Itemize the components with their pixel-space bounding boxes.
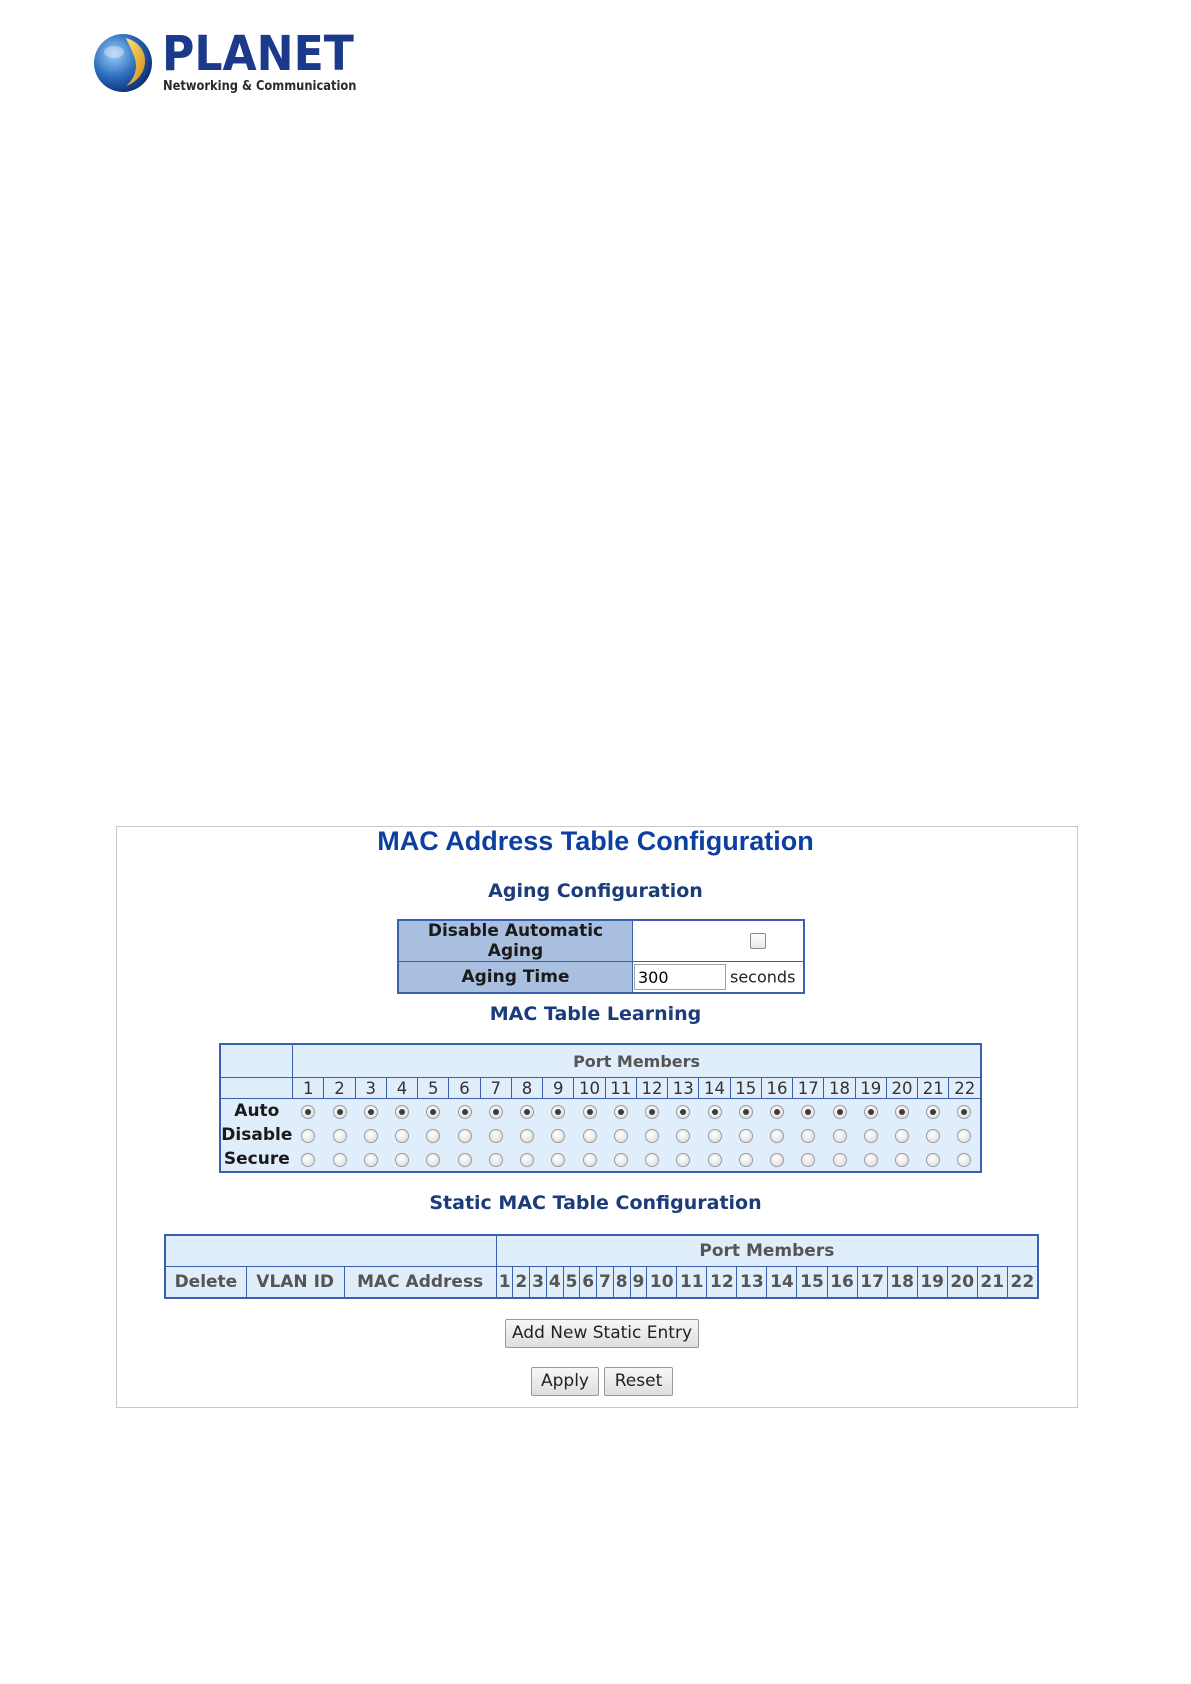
- learning-radio-cell: [636, 1123, 667, 1147]
- column-delete: Delete: [165, 1267, 246, 1299]
- learning-radio-cell: [855, 1123, 886, 1147]
- learning-port-header: 19: [855, 1078, 886, 1099]
- learning-radio-cell: [449, 1123, 480, 1147]
- static-port-members-header: Port Members: [496, 1235, 1038, 1267]
- learning-radio-cell: [386, 1099, 417, 1124]
- learning-radio-cell: [824, 1123, 855, 1147]
- learning-radio-cell: [574, 1123, 605, 1147]
- learning-mode-radio[interactable]: [801, 1129, 815, 1143]
- learning-port-header: 2: [324, 1078, 355, 1099]
- learning-mode-radio[interactable]: [895, 1105, 909, 1119]
- learning-port-header: 22: [949, 1078, 981, 1099]
- planet-logo: [92, 26, 357, 100]
- learning-mode-radio[interactable]: [864, 1105, 878, 1119]
- learning-port-header: 18: [824, 1078, 855, 1099]
- learning-mode-radio[interactable]: [364, 1105, 378, 1119]
- learning-port-header: 17: [793, 1078, 824, 1099]
- static-port-header: 13: [737, 1267, 767, 1299]
- brand-name: PLANET: [162, 26, 354, 82]
- learning-port-header: 4: [386, 1078, 417, 1099]
- learning-radio-cell: [918, 1099, 949, 1124]
- aging-time-cell: [633, 962, 805, 994]
- learning-mode-radio[interactable]: [301, 1153, 315, 1167]
- learning-mode-radio[interactable]: [333, 1129, 347, 1143]
- learning-mode-radio[interactable]: [645, 1153, 659, 1167]
- learning-corner-2: [220, 1078, 293, 1099]
- learning-mode-radio[interactable]: [551, 1105, 565, 1119]
- static-port-header: 16: [827, 1267, 857, 1299]
- learning-port-header: 11: [605, 1078, 636, 1099]
- static-port-header: 1: [496, 1267, 513, 1299]
- disable-aging-cell: [633, 920, 805, 962]
- add-static-entry-button[interactable]: Add New Static Entry: [505, 1319, 699, 1348]
- learning-mode-radio[interactable]: [926, 1105, 940, 1119]
- learning-mode-radio[interactable]: [739, 1153, 753, 1167]
- learning-mode-radio[interactable]: [739, 1129, 753, 1143]
- learning-mode-radio[interactable]: [957, 1105, 971, 1119]
- column-vlan-id: VLAN ID: [246, 1267, 344, 1299]
- static-port-header: 7: [597, 1267, 614, 1299]
- reset-button[interactable]: Reset: [604, 1367, 673, 1396]
- learning-mode-radio[interactable]: [520, 1153, 534, 1167]
- learning-radio-cell: [793, 1123, 824, 1147]
- learning-mode-radio[interactable]: [395, 1153, 409, 1167]
- learning-radio-cell: [480, 1123, 511, 1147]
- learning-radio-cell: [668, 1147, 699, 1172]
- learning-mode-radio[interactable]: [551, 1129, 565, 1143]
- apply-button[interactable]: Apply: [531, 1367, 599, 1396]
- learning-radio-cell: [699, 1099, 730, 1124]
- learning-mode-radio[interactable]: [333, 1105, 347, 1119]
- learning-radio-cell: [886, 1099, 917, 1124]
- static-port-header: 22: [1007, 1267, 1038, 1299]
- disable-aging-checkbox[interactable]: [750, 933, 766, 949]
- learning-port-header: 5: [418, 1078, 449, 1099]
- learning-port-header: 3: [355, 1078, 386, 1099]
- learning-port-members-header: Port Members: [293, 1044, 981, 1078]
- learning-radio-cell: [605, 1099, 636, 1124]
- static-port-header: 21: [977, 1267, 1007, 1299]
- learning-radio-cell: [824, 1099, 855, 1124]
- learning-port-header: 13: [668, 1078, 699, 1099]
- static-port-header: 4: [546, 1267, 563, 1299]
- aging-time-label: Aging Time: [398, 962, 633, 994]
- learning-radio-cell: [949, 1099, 981, 1124]
- learning-radio-cell: [605, 1123, 636, 1147]
- learning-radio-cell: [699, 1123, 730, 1147]
- learning-mode-radio[interactable]: [583, 1129, 597, 1143]
- learning-radio-cell: [605, 1147, 636, 1172]
- static-port-header: 8: [613, 1267, 630, 1299]
- learning-radio-cell: [293, 1147, 324, 1172]
- learning-mode-row: [220, 1099, 981, 1124]
- learning-radio-cell: [449, 1099, 480, 1124]
- learning-mode-radio[interactable]: [395, 1129, 409, 1143]
- learning-mode-radio[interactable]: [520, 1105, 534, 1119]
- learning-radio-cell: [886, 1123, 917, 1147]
- learning-mode-radio[interactable]: [614, 1153, 628, 1167]
- learning-mode-radio[interactable]: [676, 1105, 690, 1119]
- static-port-header: 9: [630, 1267, 647, 1299]
- learning-mode-radio[interactable]: [676, 1153, 690, 1167]
- learning-radio-cell: [511, 1099, 542, 1124]
- static-section-title: Static MAC Table Configuration: [429, 1192, 762, 1214]
- learning-mode-row: [220, 1123, 981, 1147]
- learning-port-header: 15: [730, 1078, 761, 1099]
- learning-radio-cell: [418, 1147, 449, 1172]
- learning-radio-cell: [761, 1099, 792, 1124]
- learning-port-header: 8: [511, 1078, 542, 1099]
- learning-mode-radio[interactable]: [395, 1105, 409, 1119]
- learning-port-header: 16: [761, 1078, 792, 1099]
- learning-mode-radio[interactable]: [770, 1129, 784, 1143]
- learning-port-header: 1: [293, 1078, 324, 1099]
- learning-section-title: MAC Table Learning: [489, 1003, 702, 1025]
- learning-radio-cell: [918, 1123, 949, 1147]
- page-title: MAC Address Table Configuration: [377, 826, 814, 856]
- learning-mode-radio[interactable]: [801, 1105, 815, 1119]
- static-port-header: 5: [563, 1267, 580, 1299]
- learning-radio-cell: [886, 1147, 917, 1172]
- learning-radio-cell: [324, 1147, 355, 1172]
- learning-radio-cell: [324, 1123, 355, 1147]
- learning-radio-cell: [855, 1099, 886, 1124]
- globe-logo-icon: [92, 32, 154, 94]
- learning-mode-radio[interactable]: [583, 1105, 597, 1119]
- learning-mode-row: [220, 1147, 981, 1172]
- learning-mode-radio[interactable]: [301, 1129, 315, 1143]
- learning-mode-radio[interactable]: [364, 1129, 378, 1143]
- learning-mode-radio[interactable]: [333, 1153, 347, 1167]
- static-port-header: 11: [677, 1267, 707, 1299]
- learning-mode-radio[interactable]: [489, 1105, 503, 1119]
- static-port-header: 3: [530, 1267, 547, 1299]
- learning-radio-cell: [324, 1099, 355, 1124]
- learning-mode-radio[interactable]: [364, 1153, 378, 1167]
- learning-mode-radio[interactable]: [833, 1105, 847, 1119]
- learning-radio-cell: [855, 1147, 886, 1172]
- learning-radio-cell: [511, 1123, 542, 1147]
- learning-mode-radio[interactable]: [676, 1129, 690, 1143]
- learning-mode-radio[interactable]: [426, 1105, 440, 1119]
- static-port-header: 14: [767, 1267, 797, 1299]
- learning-mode-label: Secure: [220, 1147, 293, 1172]
- learning-mode-radio[interactable]: [708, 1105, 722, 1119]
- static-port-header: 2: [513, 1267, 530, 1299]
- learning-mode-radio[interactable]: [614, 1105, 628, 1119]
- learning-mode-label: Disable: [221, 1125, 293, 1145]
- static-mac-table: [164, 1234, 1039, 1299]
- learning-port-header: 6: [449, 1078, 480, 1099]
- learning-mode-radio[interactable]: [895, 1153, 909, 1167]
- learning-radio-cell: [543, 1099, 574, 1124]
- learning-mode-label: Auto: [220, 1099, 293, 1124]
- learning-mode-radio[interactable]: [864, 1153, 878, 1167]
- learning-radio-cell: [949, 1147, 981, 1172]
- learning-mode-radio[interactable]: [301, 1105, 315, 1119]
- learning-mode-radio[interactable]: [833, 1153, 847, 1167]
- learning-mode-radio[interactable]: [801, 1153, 815, 1167]
- static-port-header: 10: [647, 1267, 677, 1299]
- learning-mode-radio[interactable]: [957, 1129, 971, 1143]
- learning-port-header: 7: [480, 1078, 511, 1099]
- learning-port-header: 9: [543, 1078, 574, 1099]
- learning-radio-cell: [730, 1147, 761, 1172]
- static-port-header: 12: [707, 1267, 737, 1299]
- aging-time-unit: seconds: [730, 967, 796, 987]
- learning-radio-cell: [730, 1099, 761, 1124]
- learning-corner: [220, 1044, 293, 1078]
- learning-radio-cell: [355, 1099, 386, 1124]
- learning-mode-radio[interactable]: [489, 1153, 503, 1167]
- learning-radio-cell: [761, 1147, 792, 1172]
- aging-time-input[interactable]: [634, 964, 726, 990]
- learning-mode-radio[interactable]: [614, 1129, 628, 1143]
- static-port-header: 17: [857, 1267, 887, 1299]
- learning-mode-radio[interactable]: [770, 1105, 784, 1119]
- learning-radio-cell: [699, 1147, 730, 1172]
- static-port-header: 19: [917, 1267, 947, 1299]
- learning-radio-cell: [418, 1099, 449, 1124]
- learning-radio-cell: [824, 1147, 855, 1172]
- learning-mode-radio[interactable]: [926, 1129, 940, 1143]
- static-corner: [165, 1235, 496, 1267]
- learning-radio-cell: [668, 1099, 699, 1124]
- learning-mode-radio[interactable]: [864, 1129, 878, 1143]
- learning-radio-cell: [386, 1123, 417, 1147]
- brand-tagline: Networking & Communication: [163, 78, 357, 94]
- learning-radio-cell: [793, 1147, 824, 1172]
- learning-radio-cell: [949, 1123, 981, 1147]
- learning-radio-cell: [761, 1123, 792, 1147]
- learning-mode-radio[interactable]: [833, 1129, 847, 1143]
- static-port-header: 18: [887, 1267, 917, 1299]
- learning-mode-radio[interactable]: [458, 1153, 472, 1167]
- aging-section-title: Aging Configuration: [488, 880, 703, 902]
- static-port-header: 15: [797, 1267, 827, 1299]
- learning-mode-radio[interactable]: [739, 1105, 753, 1119]
- learning-radio-cell: [636, 1099, 667, 1124]
- learning-radio-cell: [449, 1147, 480, 1172]
- learning-mode-radio[interactable]: [458, 1129, 472, 1143]
- learning-radio-cell: [793, 1099, 824, 1124]
- learning-mode-radio[interactable]: [957, 1153, 971, 1167]
- static-port-header: 6: [580, 1267, 597, 1299]
- learning-mode-radio[interactable]: [645, 1105, 659, 1119]
- column-mac-address: MAC Address: [344, 1267, 496, 1299]
- learning-port-header: 10: [574, 1078, 605, 1099]
- learning-radio-cell: [386, 1147, 417, 1172]
- learning-radio-cell: [418, 1123, 449, 1147]
- learning-mode-radio[interactable]: [708, 1153, 722, 1167]
- disable-aging-label: Disable Automatic Aging: [398, 920, 633, 962]
- learning-radio-cell: [293, 1099, 324, 1124]
- learning-radio-cell: [480, 1099, 511, 1124]
- learning-mode-radio[interactable]: [645, 1129, 659, 1143]
- learning-radio-cell: [574, 1147, 605, 1172]
- learning-radio-cell: [543, 1123, 574, 1147]
- learning-radio-cell: [636, 1147, 667, 1172]
- learning-radio-cell: [355, 1123, 386, 1147]
- learning-mode-radio[interactable]: [770, 1153, 784, 1167]
- learning-mode-radio[interactable]: [520, 1129, 534, 1143]
- learning-mode-radio[interactable]: [458, 1105, 472, 1119]
- learning-radio-cell: [668, 1123, 699, 1147]
- learning-radio-cell: [355, 1147, 386, 1172]
- learning-mode-radio[interactable]: [895, 1129, 909, 1143]
- learning-mode-radio[interactable]: [583, 1153, 597, 1167]
- learning-port-header: 12: [636, 1078, 667, 1099]
- learning-radio-cell: [543, 1147, 574, 1172]
- static-port-header: 20: [947, 1267, 977, 1299]
- learning-radio-cell: [293, 1123, 324, 1147]
- learning-radio-cell: [480, 1147, 511, 1172]
- learning-mode-radio[interactable]: [489, 1129, 503, 1143]
- learning-port-header: 14: [699, 1078, 730, 1099]
- learning-port-header: 21: [918, 1078, 949, 1099]
- learning-mode-radio[interactable]: [426, 1129, 440, 1143]
- learning-radio-cell: [511, 1147, 542, 1172]
- learning-mode-radio[interactable]: [926, 1153, 940, 1167]
- learning-radio-cell: [918, 1147, 949, 1172]
- learning-table: [219, 1043, 982, 1173]
- aging-table: [397, 919, 805, 994]
- learning-port-header: 20: [886, 1078, 917, 1099]
- learning-mode-radio[interactable]: [426, 1153, 440, 1167]
- learning-mode-radio[interactable]: [708, 1129, 722, 1143]
- learning-radio-cell: [730, 1123, 761, 1147]
- learning-mode-radio[interactable]: [551, 1153, 565, 1167]
- learning-radio-cell: [574, 1099, 605, 1124]
